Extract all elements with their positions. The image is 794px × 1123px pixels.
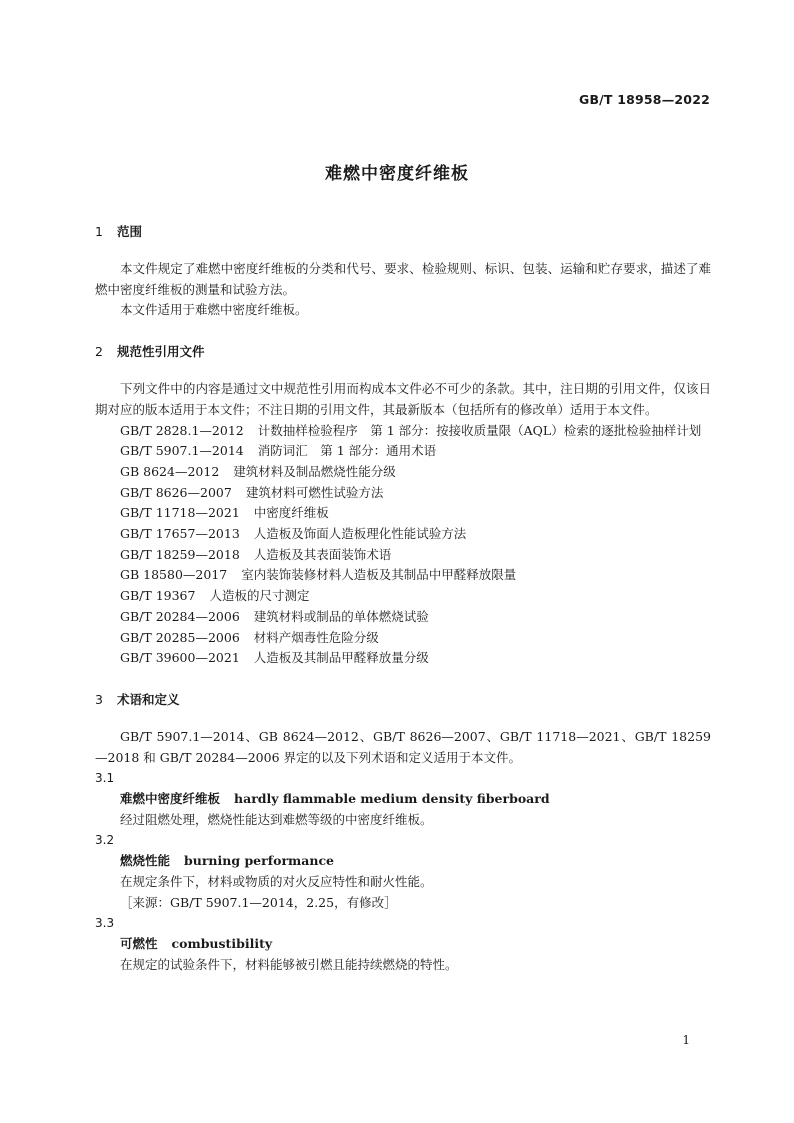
reference-item xyxy=(95,648,711,669)
term-name xyxy=(95,851,711,872)
term-entry xyxy=(95,913,711,975)
section-number: 3 xyxy=(95,691,103,707)
section-number: 2 xyxy=(95,344,103,360)
section-heading xyxy=(95,222,711,242)
term-name xyxy=(95,789,711,810)
reference-item xyxy=(95,628,711,649)
reference-title: 消防词汇 第 1 部分：通用术语 xyxy=(257,443,437,459)
term-english: burning performance xyxy=(184,853,335,869)
section-terms-definitions xyxy=(95,690,711,975)
reference-code: GB/T 19367 xyxy=(120,588,196,604)
reference-title: 人造板的尺寸测定 xyxy=(209,588,310,604)
section-title: 术语和定义 xyxy=(117,691,180,707)
reference-title: 材料产烟毒性危险分级 xyxy=(253,629,379,645)
reference-code: GB/T 8626—2007 xyxy=(120,484,232,500)
term-definition: 在规定的试验条件下，材料能够被引燃且能持续燃烧的特性。 xyxy=(120,956,458,972)
reference-code: GB/T 11718—2021 xyxy=(120,505,240,521)
reference-code: GB 18580—2017 xyxy=(120,567,228,583)
reference-code: GB/T 20285—2006 xyxy=(120,629,240,645)
reference-code: GB/T 20284—2006 xyxy=(120,608,240,624)
paragraph: 下列文件中的内容是通过文中规范性引用而构成本文件必不可少的条款。其中，注日期的引用文件，仅该日期对应的版本适用于本文件；不注日期的引用文件，其最新版本（包括所有的修改单）适用于本文件。 xyxy=(95,381,711,417)
term-entry xyxy=(95,830,711,913)
reference-title: 人造板及其制品甲醛释放量分级 xyxy=(253,650,429,666)
term-definition: 经过阻燃处理，燃烧性能达到难燃等级的中密度纤维板。 xyxy=(120,811,433,827)
section-normative-references xyxy=(95,342,711,669)
reference-list xyxy=(95,421,711,669)
reference-title: 中密度纤维板 xyxy=(253,505,329,521)
term-number: 3.1 xyxy=(95,771,115,786)
reference-title: 人造板及饰面人造板理化性能试验方法 xyxy=(253,526,467,542)
reference-item xyxy=(95,462,711,483)
section-scope xyxy=(95,222,711,321)
term-chinese: 难燃中密度纤维板 xyxy=(120,791,221,807)
reference-item xyxy=(95,524,711,545)
reference-code: GB/T 2828.1—2012 xyxy=(120,422,244,438)
term-entry xyxy=(95,768,711,830)
term-name xyxy=(95,934,711,955)
paragraph: GB/T 5907.1—2014、GB 8624—2012、GB/T 8626—2007、GB/T 11718—2021、GB/T 18259—2018 和 GB/T 20284—2006 界定的以及下列术语和定义适用于本文件。 xyxy=(95,728,711,765)
reference-title: 室内装饰装修材料人造板及其制品中甲醛释放限量 xyxy=(241,567,517,583)
reference-code: GB/T 5907.1—2014 xyxy=(120,443,244,459)
reference-title: 建筑材料及制品燃烧性能分级 xyxy=(233,463,396,479)
section-heading xyxy=(95,690,711,710)
section-title: 规范性引用文件 xyxy=(117,344,205,360)
term-english: hardly flammable medium density fiberboard xyxy=(234,791,550,807)
section-heading xyxy=(95,342,711,362)
reference-title: 计数抽样检验程序 第 1 部分：按接收质量限（AQL）检索的逐批检验抽样计划 xyxy=(257,422,702,438)
reference-title: 人造板及其表面装饰术语 xyxy=(253,546,392,562)
standard-code: GB/T 18958—2022 xyxy=(578,92,710,107)
paragraph: 本文件规定了难燃中密度纤维板的分类和代号、要求、检验规则、标识、包装、运输和贮存要求，描述了难燃中密度纤维板的测量和试验方法。 xyxy=(95,261,711,297)
reference-item xyxy=(95,565,711,586)
section-number: 1 xyxy=(95,224,103,239)
term-chinese: 可燃性 xyxy=(120,935,158,951)
term-chinese: 燃烧性能 xyxy=(120,853,171,869)
document-title: 难燃中密度纤维板 xyxy=(325,164,469,184)
reference-code: GB 8624—2012 xyxy=(120,463,220,479)
reference-item xyxy=(95,607,711,628)
reference-code: GB/T 17657—2013 xyxy=(120,526,240,542)
reference-item xyxy=(95,441,711,462)
term-number: 3.2 xyxy=(95,833,115,848)
term-source: ［来源：GB/T 5907.1—2014，2.25，有修改］ xyxy=(120,894,397,910)
document-body xyxy=(95,222,711,996)
reference-item xyxy=(95,586,711,607)
section-title: 范围 xyxy=(117,224,143,239)
reference-item xyxy=(95,503,711,524)
reference-code: GB/T 18259—2018 xyxy=(120,546,240,562)
term-definition: 在规定条件下，材料或物质的对火反应特性和耐火性能。 xyxy=(120,873,433,889)
paragraph: 本文件适用于难燃中密度纤维板。 xyxy=(120,302,308,318)
term-number: 3.3 xyxy=(95,916,115,931)
reference-title: 建筑材料或制品的单体燃烧试验 xyxy=(253,608,429,624)
reference-item xyxy=(95,483,711,504)
page-number: 1 xyxy=(682,1033,690,1047)
term-english: combustibility xyxy=(171,935,273,951)
reference-code: GB/T 39600—2021 xyxy=(120,650,240,666)
reference-item xyxy=(95,421,711,442)
reference-item xyxy=(95,545,711,566)
reference-title: 建筑材料可燃性试验方法 xyxy=(245,484,384,500)
